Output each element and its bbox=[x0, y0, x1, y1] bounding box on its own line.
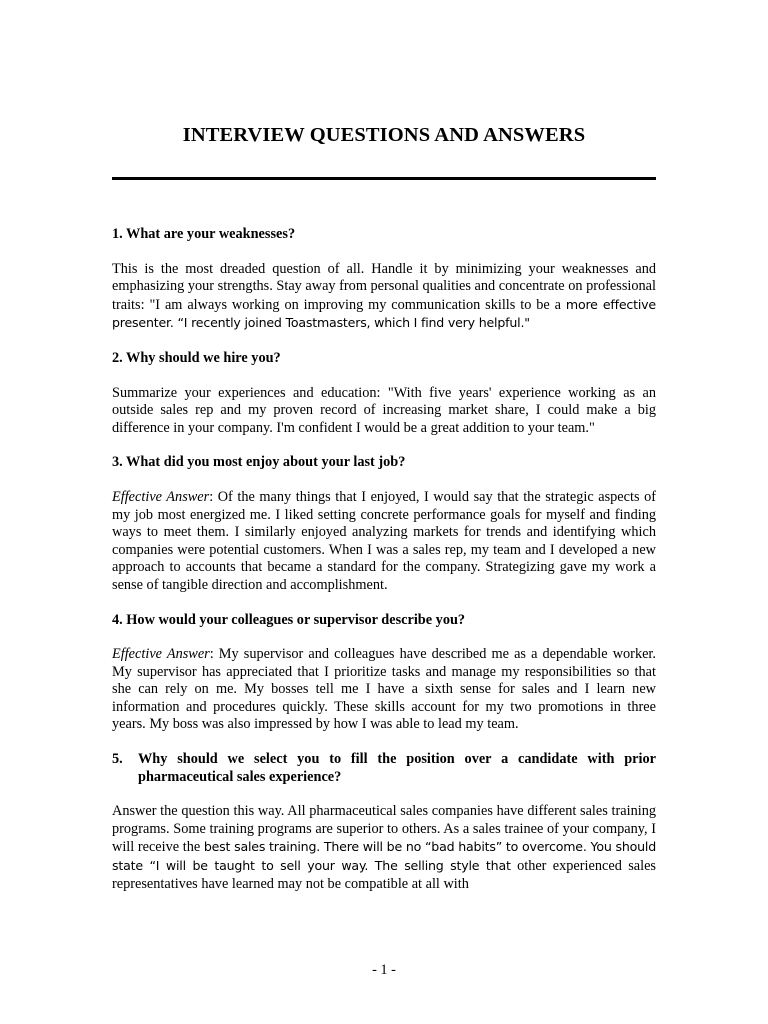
answer-1 bbox=[112, 261, 656, 333]
document-body bbox=[112, 226, 656, 910]
answer-4-label: Effective Answer bbox=[112, 646, 210, 663]
answer-3 bbox=[112, 489, 656, 595]
answer-1-text: This is the most dreaded question of all. Handle it by minimizing your weaknesses and emphasizing your strengths. Stay away from personal qualities and concentrate on professional traits: "I am always working on improving my communication skills to be a bbox=[112, 260, 656, 313]
page-title: INTERVIEW QUESTIONS AND ANSWERS bbox=[182, 124, 586, 146]
answer-5-text-alt: best sales training. There will be no “bad habits” to overcome. You should state “I will be taught to sell your way. The selling style that bbox=[112, 839, 656, 874]
page-number: - 1 - bbox=[372, 962, 396, 978]
question-3: 3. What did you most enjoy about your last job? bbox=[112, 454, 406, 471]
answer-2: Summarize your experiences and education: "With five years' experience working as an outside sales rep and my proven record of increasing market share, I could make a big difference in your company. I'm confident I would be a great addition to your team." bbox=[112, 384, 656, 436]
question-2: 2. Why should we hire you? bbox=[112, 349, 281, 366]
question-1: 1. What are your weaknesses? bbox=[112, 226, 296, 242]
answer-3-label: Effective Answer bbox=[112, 488, 210, 505]
answer-1-text-alt: more effective presenter. “I recently joined Toastmasters, which I find very helpful." bbox=[112, 296, 656, 331]
question-4: 4. How would your colleagues or supervisor describe you? bbox=[112, 611, 466, 628]
question-5 bbox=[112, 751, 656, 786]
answer-5-text-end: other experienced sales representatives have learned may not be compatible at all with bbox=[112, 858, 656, 892]
answer-3-text: : Of the many things that I enjoyed, I would say that the strategic aspects of my job most energized me. I liked setting concrete performance goals for myself and finding ways to meet them. I similarly enjoyed analyzing markets for trends and identifying which companies were potential customers. When I was a sales rep, my team and I developed a new approach to accounts that became a standard for the company. Strategizing gave my work a sense of tangible direction and accomplishment. bbox=[112, 488, 656, 593]
answer-5-text: Answer the question this way. All pharmaceutical sales companies have different sales training programs. Some training programs are superior to others. As a sales trainee of your company, I will receive the bbox=[112, 803, 656, 856]
answer-5 bbox=[112, 803, 656, 893]
answer-4 bbox=[112, 646, 656, 734]
answer-4-text: : My supervisor and colleagues have described me as a dependable worker. My supervisor has appreciated that I prioritize tasks and manage my responsibilities so that she can rely on me. My bosses tell me I have a sixth sense for sales and I learn new information and procedures quickly. These skills account for my two promotions in three years. My boss was also impressed by how I was able to lead my team. bbox=[112, 646, 656, 733]
question-5-number: 5. bbox=[112, 751, 123, 768]
question-5-text: Why should we select you to fill the position over a candidate with prior pharmaceutical sales experience? bbox=[138, 751, 656, 785]
title-divider bbox=[112, 177, 656, 180]
